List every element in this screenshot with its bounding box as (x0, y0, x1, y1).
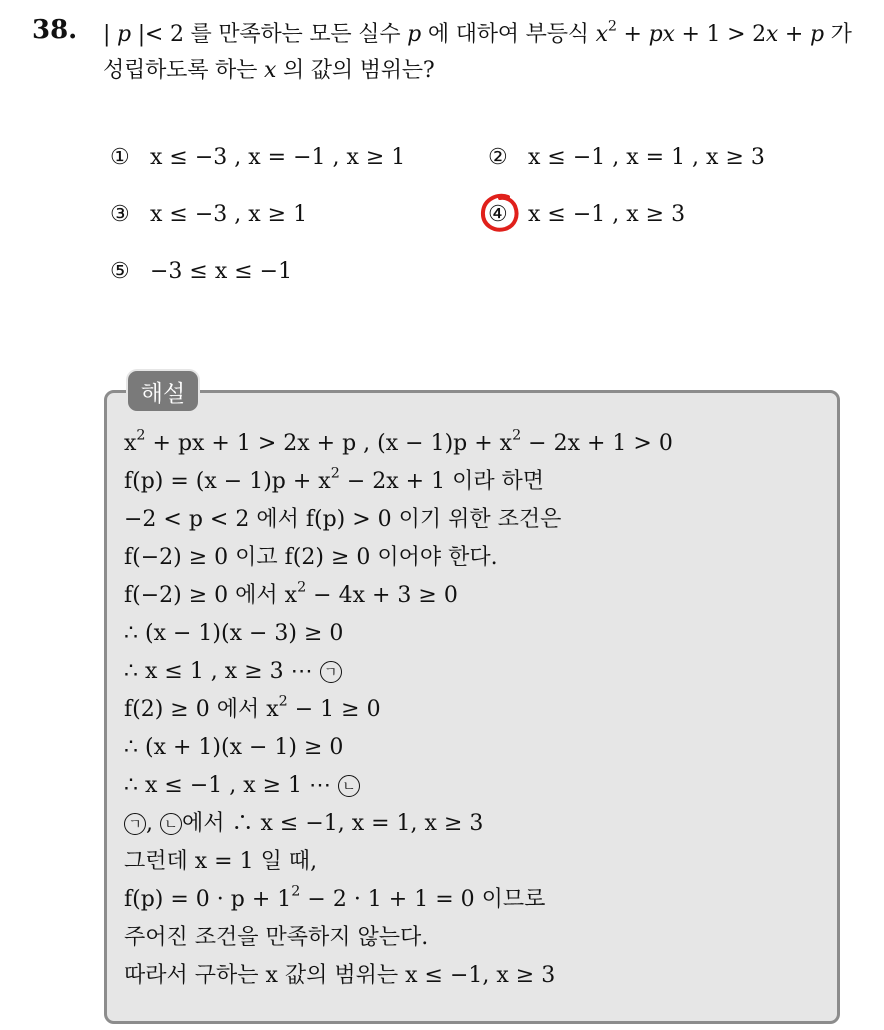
solution-line: 따라서 구하는 x 값의 범위는 x ≤ −1, x ≥ 3 (124, 963, 556, 988)
solution-fragment: − 4x + 3 ≥ 0 (306, 583, 458, 608)
question-fragment: + 1 > 2 (674, 22, 766, 47)
choice-text: −3 ≤ x ≤ −1 (150, 259, 293, 284)
circled-label-a: ㄱ (124, 813, 146, 835)
exponent: 2 (278, 693, 288, 710)
solution-line: ∴ (x + 1)(x − 1) ≥ 0 (124, 735, 344, 760)
question-fragment: + (616, 22, 649, 47)
math-var: p (809, 22, 824, 47)
solution-line (124, 577, 824, 615)
exponent: 2 (330, 465, 340, 482)
solution-line: 주어진 조건을 만족하지 않는다. (124, 925, 429, 950)
exponent: 2 (607, 18, 617, 35)
solution-fragment: f(2) ≥ 0 에서 x (124, 697, 279, 722)
question-fragment: 가 성립하도록 하는 (103, 22, 852, 83)
solution-line: −2 < p < 2 에서 f(p) > 0 이기 위한 조건은 (124, 507, 562, 532)
solution-line: f(−2) ≥ 0 이고 f(2) ≥ 0 이어야 한다. (124, 545, 498, 570)
solution-fragment: ∴ x ≤ 1 , x ≥ 3 ⋯ (124, 659, 320, 684)
solution-fragment: ∴ x ≤ −1 , x ≥ 1 ⋯ (124, 773, 339, 798)
solution-line (124, 691, 824, 729)
question-fragment: + (778, 22, 810, 47)
question-number: 38. (32, 15, 78, 45)
math-var: x (263, 58, 277, 83)
question-fragment: | (103, 22, 118, 47)
solution-line: 그런데 x = 1 일 때, (124, 849, 318, 874)
solution-line (124, 425, 824, 463)
solution-line (124, 653, 824, 691)
solution-fragment: − 2x + 1 이라 하면 (339, 469, 545, 494)
circled-label-b: ㄴ (160, 813, 182, 835)
exponent: 2 (291, 883, 301, 900)
choice-mark: ② (488, 145, 508, 170)
solution-tag: 해설 (128, 371, 198, 411)
math-var: p (117, 22, 131, 47)
math-var: x (765, 22, 779, 47)
choice-text: x ≤ −3 , x = −1 , x ≥ 1 (150, 145, 406, 170)
question-text (103, 17, 878, 89)
solution-fragment: f(−2) ≥ 0 에서 x (124, 583, 298, 608)
choice-mark: ④ (488, 202, 508, 227)
circled-label-a: ㄱ (320, 661, 342, 683)
question-fragment: 의 값의 범위는? (276, 58, 435, 83)
choice-1[interactable] (110, 145, 405, 170)
solution-fragment: f(p) = 0 · p + 1 (124, 887, 292, 912)
exponent: 2 (136, 427, 146, 444)
solution-fragment: 에서 ∴ x ≤ −1, x = 1, x ≥ 3 (182, 811, 484, 836)
solution-body (124, 425, 824, 995)
solution-line (124, 805, 824, 843)
question-fragment: 에 대하여 부등식 (421, 22, 596, 47)
choice-2[interactable] (488, 145, 765, 170)
choice-mark: ⑤ (110, 259, 130, 284)
exponent: 2 (512, 427, 522, 444)
solution-fragment: − 1 ≥ 0 (287, 697, 381, 722)
solution-fragment: , (146, 811, 160, 836)
solution-fragment: − 2 · 1 + 1 = 0 이므로 (300, 887, 546, 912)
solution-line (124, 881, 824, 919)
choice-5[interactable] (110, 259, 292, 284)
choice-4[interactable] (488, 202, 685, 227)
solution-fragment: x (124, 431, 137, 456)
choice-mark: ③ (110, 202, 130, 227)
choice-mark: ① (110, 145, 130, 170)
exponent: 2 (297, 579, 307, 596)
solution-fragment: + px + 1 > 2x + p , (x − 1)p + x (145, 431, 513, 456)
choice-text: x ≤ −3 , x ≥ 1 (150, 202, 308, 227)
math-var: p (407, 22, 422, 47)
choice-text: x ≤ −1 , x = 1 , x ≥ 3 (528, 145, 765, 170)
solution-line (124, 463, 824, 501)
math-var: px (648, 22, 675, 47)
solution-line: ∴ (x − 1)(x − 3) ≥ 0 (124, 621, 344, 646)
solution-line (124, 767, 824, 805)
choice-3[interactable] (110, 202, 307, 227)
math-var: x (595, 22, 608, 47)
choice-text: x ≤ −1 , x ≥ 3 (528, 202, 686, 227)
solution-fragment: − 2x + 1 > 0 (521, 431, 673, 456)
circled-label-b: ㄴ (338, 775, 360, 797)
question-fragment: |< 2 를 만족하는 모든 실수 (130, 22, 408, 47)
solution-fragment: f(p) = (x − 1)p + x (124, 469, 331, 494)
